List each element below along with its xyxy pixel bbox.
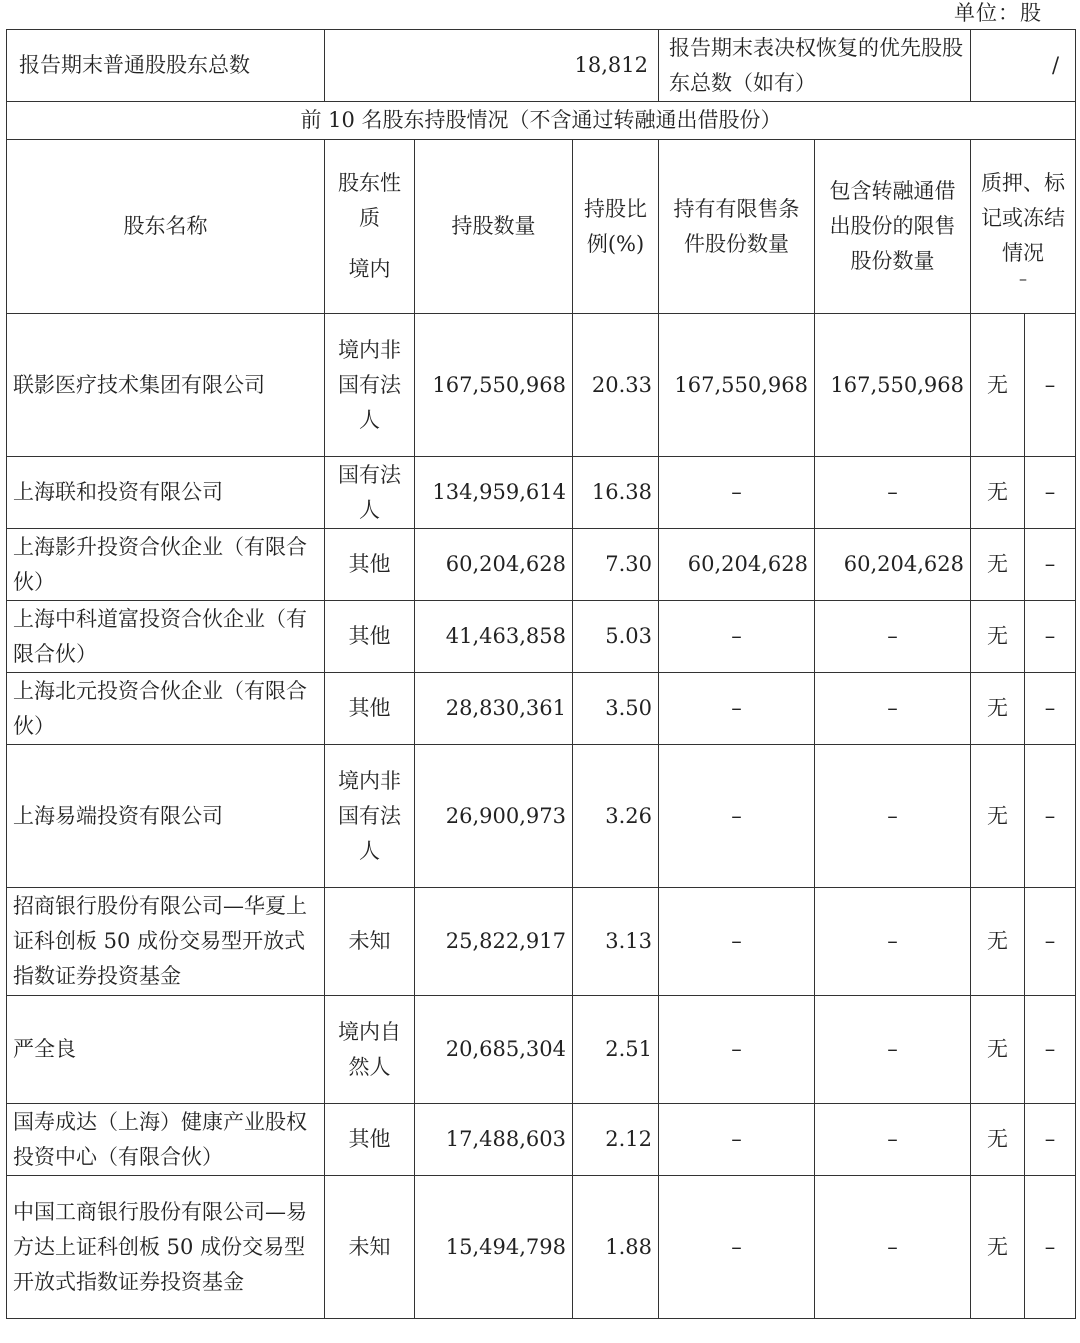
table-row: [7, 457, 1076, 529]
share-ratio: 16.38: [573, 457, 659, 529]
lent-restricted-shares: –: [815, 457, 971, 529]
header-shares: 持股数量: [415, 140, 573, 314]
unit-label: 单位：股: [954, 1, 1042, 25]
shareholder-table: [6, 29, 1076, 1319]
header-name: 股东名称: [7, 140, 325, 314]
header-nature: [325, 140, 415, 314]
shares-held: 41,463,858: [415, 601, 573, 673]
lent-restricted-shares: –: [815, 745, 971, 888]
pledge-quantity: –: [1025, 457, 1076, 529]
shareholder-name: 上海影升投资合伙企业（有限合伙）: [7, 529, 325, 601]
restricted-shares: 167,550,968: [659, 314, 815, 457]
table-row: [7, 888, 1076, 996]
section-title-row: [7, 102, 1076, 140]
shares-held: 28,830,361: [415, 673, 573, 745]
shares-held: 26,900,973: [415, 745, 573, 888]
lent-restricted-shares: 167,550,968: [815, 314, 971, 457]
lent-restricted-shares: –: [815, 1176, 971, 1319]
restricted-shares: –: [659, 745, 815, 888]
table-row: [7, 601, 1076, 673]
header-lent: 包含转融通借出股份的限售股份数量: [815, 140, 971, 314]
header-ratio: 持股比例(%): [573, 140, 659, 314]
restricted-shares: –: [659, 1176, 815, 1319]
shares-held: 167,550,968: [415, 314, 573, 457]
shareholder-name: 上海中科道富投资合伙企业（有限合伙）: [7, 601, 325, 673]
shareholder-nature: 境内非国有法人: [325, 745, 415, 888]
shareholder-name: 上海联和投资有限公司: [7, 457, 325, 529]
shareholder-name: 上海易端投资有限公司: [7, 745, 325, 888]
header-pledge: [971, 140, 1076, 314]
shareholder-nature: 其他: [325, 1104, 415, 1176]
share-ratio: 20.33: [573, 314, 659, 457]
restricted-shares: –: [659, 601, 815, 673]
table-row: [7, 745, 1076, 888]
header-row: [7, 140, 1076, 314]
shareholder-nature: 其他: [325, 673, 415, 745]
shareholder-name: 招商银行股份有限公司—华夏上证科创板 50 成份交易型开放式指数证券投资基金: [7, 888, 325, 996]
shares-held: 60,204,628: [415, 529, 573, 601]
preferred-shareholders-value: /: [971, 30, 1076, 102]
restricted-shares: –: [659, 1104, 815, 1176]
header-restricted: 持有有限售条件股份数量: [659, 140, 815, 314]
shareholder-nature: 未知: [325, 1176, 415, 1319]
lent-restricted-shares: –: [815, 1104, 971, 1176]
share-ratio: 5.03: [573, 601, 659, 673]
lent-restricted-shares: –: [815, 888, 971, 996]
shares-held: 25,822,917: [415, 888, 573, 996]
table-row: [7, 996, 1076, 1104]
shareholder-name: 国寿成达（上海）健康产业股权投资中心（有限合伙）: [7, 1104, 325, 1176]
share-ratio: 3.50: [573, 673, 659, 745]
preferred-shareholders-label: 报告期末表决权恢复的优先股股东总数（如有）: [659, 30, 971, 102]
shareholder-name: 上海北元投资合伙企业（有限合伙）: [7, 673, 325, 745]
summary-row: [7, 30, 1076, 102]
share-ratio: 2.12: [573, 1104, 659, 1176]
section-title: 前 10 名股东持股情况（不含通过转融通出借股份）: [7, 102, 1076, 140]
shareholder-name: 联影医疗技术集团有限公司: [7, 314, 325, 457]
restricted-shares: –: [659, 888, 815, 996]
restricted-shares: –: [659, 457, 815, 529]
table-row: [7, 529, 1076, 601]
table-row: [7, 1104, 1076, 1176]
pledge-status: 无: [971, 457, 1025, 529]
total-shareholders-value: 18,812: [325, 30, 659, 102]
share-ratio: 3.13: [573, 888, 659, 996]
shareholder-rows: [7, 314, 1076, 1319]
shareholder-nature: 其他: [325, 529, 415, 601]
pledge-status: 无: [971, 888, 1025, 996]
pledge-status: 无: [971, 1104, 1025, 1176]
table-row: [7, 314, 1076, 457]
pledge-status: 无: [971, 996, 1025, 1104]
restricted-shares: –: [659, 673, 815, 745]
share-ratio: 1.88: [573, 1176, 659, 1319]
share-ratio: 3.26: [573, 745, 659, 888]
lent-restricted-shares: 60,204,628: [815, 529, 971, 601]
pledge-status: 无: [971, 314, 1025, 457]
shareholder-nature: 境内非国有法人: [325, 314, 415, 457]
shareholder-nature: 境内自然人: [325, 996, 415, 1104]
header-pledge-label: 质押、标记或冻结情况: [981, 171, 1066, 265]
shareholder-name: 中国工商银行股份有限公司—易方达上证科创板 50 成份交易型开放式指数证券投资基金: [7, 1176, 325, 1319]
pledge-status: 无: [971, 673, 1025, 745]
pledge-quantity: –: [1025, 996, 1076, 1104]
shares-held: 15,494,798: [415, 1176, 573, 1319]
lent-restricted-shares: –: [815, 601, 971, 673]
shares-held: 17,488,603: [415, 1104, 573, 1176]
pledge-quantity: –: [1025, 888, 1076, 996]
pledge-status: 无: [971, 1176, 1025, 1319]
header-nature-sub: 境内: [348, 257, 391, 281]
table-row: [7, 673, 1076, 745]
pledge-quantity: –: [1025, 745, 1076, 888]
pledge-quantity: –: [1025, 1104, 1076, 1176]
shareholder-nature: 其他: [325, 601, 415, 673]
shareholder-nature: 国有法人: [325, 457, 415, 529]
share-ratio: 7.30: [573, 529, 659, 601]
shares-held: 20,685,304: [415, 996, 573, 1104]
header-pledge-mark: –: [1019, 269, 1028, 288]
pledge-quantity: –: [1025, 314, 1076, 457]
pledge-quantity: –: [1025, 1176, 1076, 1319]
table-row: [7, 1176, 1076, 1319]
pledge-quantity: –: [1025, 673, 1076, 745]
lent-restricted-shares: –: [815, 996, 971, 1104]
lent-restricted-shares: –: [815, 673, 971, 745]
pledge-status: 无: [971, 601, 1025, 673]
pledge-status: 无: [971, 529, 1025, 601]
total-shareholders-label: 报告期末普通股股东总数: [7, 30, 325, 102]
share-ratio: 2.51: [573, 996, 659, 1104]
header-nature-label: 股东性质: [338, 171, 401, 230]
restricted-shares: –: [659, 996, 815, 1104]
restricted-shares: 60,204,628: [659, 529, 815, 601]
pledge-quantity: –: [1025, 529, 1076, 601]
pledge-status: 无: [971, 745, 1025, 888]
shareholder-name: 严全良: [7, 996, 325, 1104]
shares-held: 134,959,614: [415, 457, 573, 529]
pledge-quantity: –: [1025, 601, 1076, 673]
shareholder-nature: 未知: [325, 888, 415, 996]
